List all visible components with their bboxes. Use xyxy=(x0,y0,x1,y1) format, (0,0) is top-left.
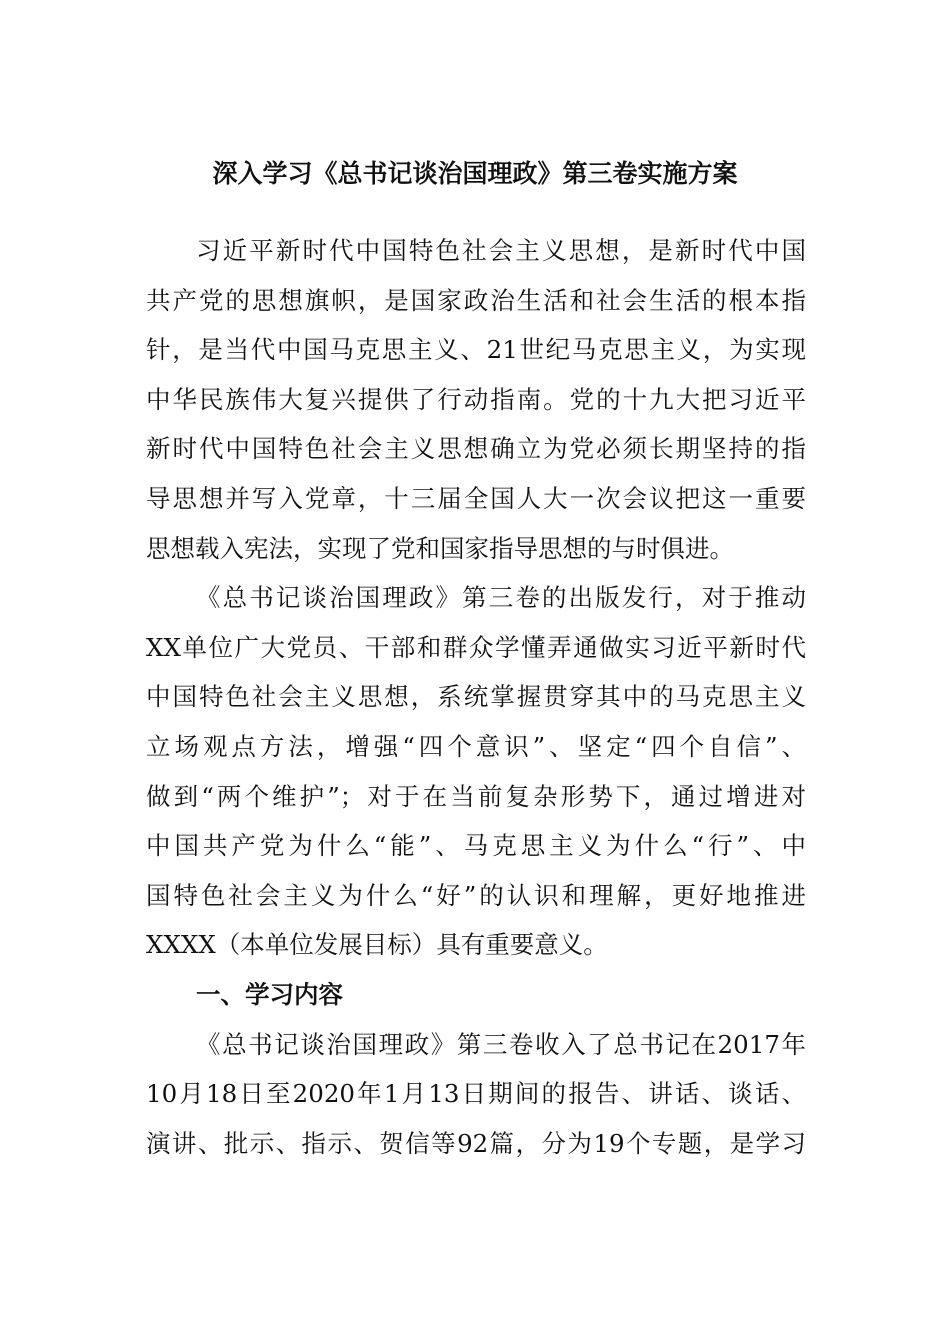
paragraph-2-line: XX单位广大党员、干部和群众学懂弄通做实习近平新时代 xyxy=(146,632,806,662)
paragraph-1-line: 思想载入宪法，实现了党和国家指导思想的与时俱进。 xyxy=(146,533,734,563)
paragraph-1-line: 习近平新时代中国特色社会主义思想，是新时代中国 xyxy=(196,236,806,265)
paragraph-2-line: XXXX（本单位发展目标）具有重要意义。 xyxy=(146,930,608,960)
paragraph-1-line: 中华民族伟大复兴提供了行动指南。党的十九大把习近平 xyxy=(146,384,806,414)
paragraph-3-line: 演讲、批示、指示、贺信等92篇，分为19个专题，是学习 xyxy=(146,1128,806,1158)
paragraph-2-line: 立场观点方法，增强“四个意识”、坚定“四个自信”、 xyxy=(146,731,806,761)
paragraph-3-line: 《总书记谈治国理政》第三卷收入了总书记在2017年 xyxy=(196,1029,806,1059)
paragraph-1-line: 针，是当代中国马克思主义、21世纪马克思主义，为实现 xyxy=(146,335,806,365)
paragraph-2-line: 中国共产党为什么“能”、马克思主义为什么“行”、中 xyxy=(146,831,806,861)
document-body xyxy=(146,226,806,1168)
section-heading: 一、学习内容 xyxy=(196,979,343,1009)
paragraph-2-line: 做到“两个维护”；对于在当前复杂形势下，通过增进对 xyxy=(146,781,806,811)
paragraph-3-line: 10月18日至2020年1月13日期间的报告、讲话、谈话、 xyxy=(146,1079,806,1109)
paragraph-2-line: 《总书记谈治国理政》第三卷的出版发行，对于推动 xyxy=(196,583,806,613)
paragraph-1-line: 导思想并写入党章，十三届全国人大一次会议把这一重要 xyxy=(146,483,806,513)
document-title: 深入学习《总书记谈治国理政》第三卷实施方案 xyxy=(212,159,738,188)
paragraph-2-line: 中国特色社会主义思想，系统掌握贯穿其中的马克思主义 xyxy=(146,682,806,712)
paragraph-1-line: 新时代中国特色社会主义思想确立为党必须长期坚持的指 xyxy=(146,434,806,464)
paragraph-1-line: 共产党的思想旗帜，是国家政治生活和社会生活的根本指 xyxy=(146,285,806,315)
paragraph-2-line: 国特色社会主义为什么“好”的认识和理解，更好地推进 xyxy=(146,880,806,910)
